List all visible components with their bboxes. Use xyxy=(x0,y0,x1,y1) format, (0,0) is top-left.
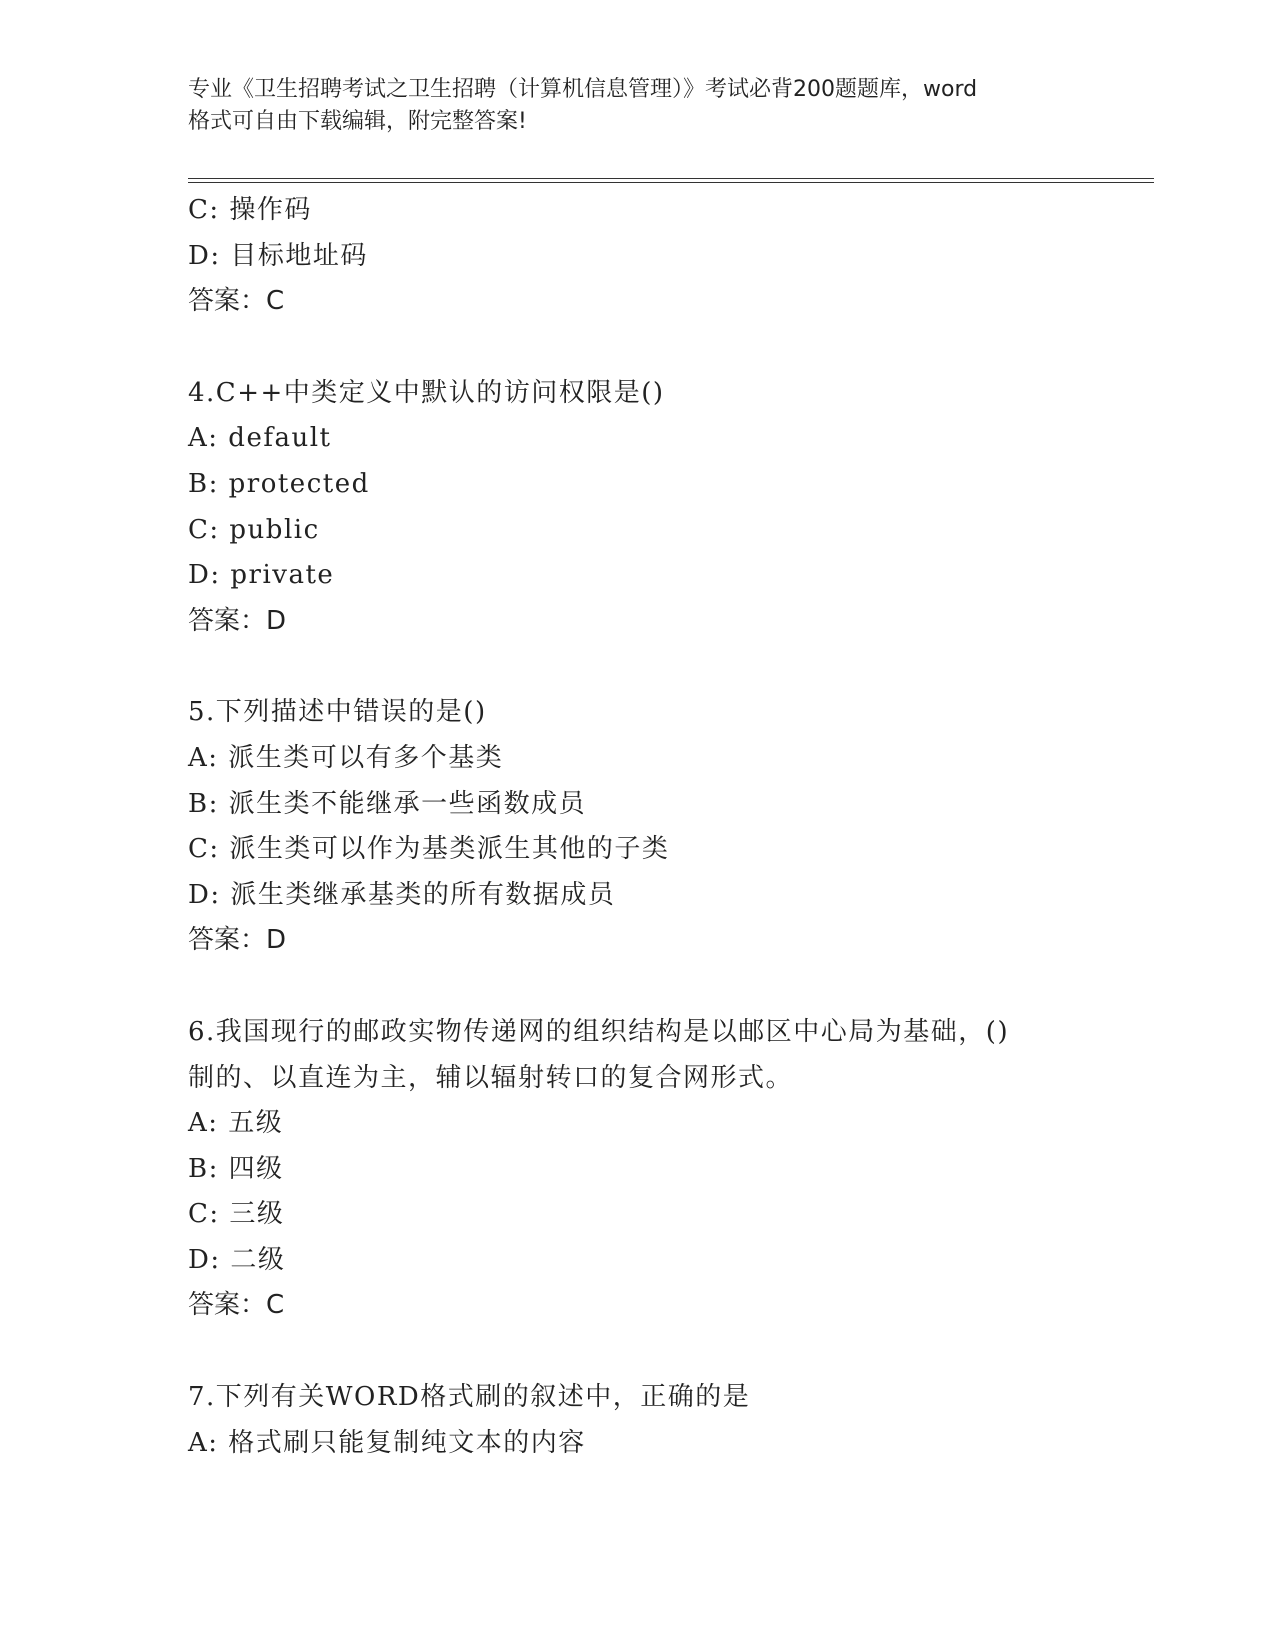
question-text: 5.下列描述中错误的是() xyxy=(188,697,487,728)
spacer xyxy=(188,644,1148,690)
option-b: B: protected xyxy=(188,468,370,499)
answer: 答案：C xyxy=(188,1290,285,1321)
option-c: C: public xyxy=(188,514,320,545)
answer: 答案：D xyxy=(188,925,287,956)
option-a: A: default xyxy=(188,423,332,454)
option-b: B: 四级 xyxy=(188,1153,284,1184)
option-d: D: private xyxy=(188,560,335,591)
question-text-line-1: 6.我国现行的邮政实物传递网的组织结构是以邮区中心局为基础，() xyxy=(188,1016,1010,1047)
option-c: C: 派生类可以作为基类派生其他的子类 xyxy=(188,834,670,865)
question-text: 7.下列有关WORD格式刷的叙述中，正确的是 xyxy=(188,1382,751,1413)
option-c: C: 三级 xyxy=(188,1199,285,1230)
question-7 xyxy=(188,1375,1148,1466)
option-a: A: 五级 xyxy=(188,1108,284,1139)
header-rule-top xyxy=(188,178,1154,179)
spacer xyxy=(188,325,1148,371)
question-4 xyxy=(188,371,1148,645)
page-header xyxy=(188,74,1088,138)
answer: 答案：D xyxy=(188,605,287,636)
question-list xyxy=(188,188,1148,1466)
answer: 答案：C xyxy=(188,286,285,317)
header-line-1: 专业《卫生招聘考试之卫生招聘（计算机信息管理）》考试必背200题题库，word xyxy=(188,77,978,102)
question-6 xyxy=(188,1010,1148,1329)
option-b: B: 派生类不能继承一些函数成员 xyxy=(188,788,587,819)
spacer xyxy=(188,964,1148,1010)
option-d: D: 二级 xyxy=(188,1244,286,1275)
question-3-tail xyxy=(188,188,1148,325)
question-5 xyxy=(188,690,1148,964)
option-d: D: 目标地址码 xyxy=(188,240,368,271)
header-line-2: 格式可自由下载编辑，附完整答案! xyxy=(188,109,527,134)
option-a: A: 格式刷只能复制纯文本的内容 xyxy=(188,1427,586,1458)
option-c: C: 操作码 xyxy=(188,195,312,225)
header-rule-bottom xyxy=(188,182,1154,183)
option-a: A: 派生类可以有多个基类 xyxy=(188,742,504,773)
question-text-line-2: 制的、以直连为主，辅以辐射转口的复合网形式。 xyxy=(188,1062,794,1093)
question-text: 4.C++中类定义中默认的访问权限是() xyxy=(188,377,665,408)
spacer xyxy=(188,1329,1148,1375)
option-d: D: 派生类继承基类的所有数据成员 xyxy=(188,879,616,910)
